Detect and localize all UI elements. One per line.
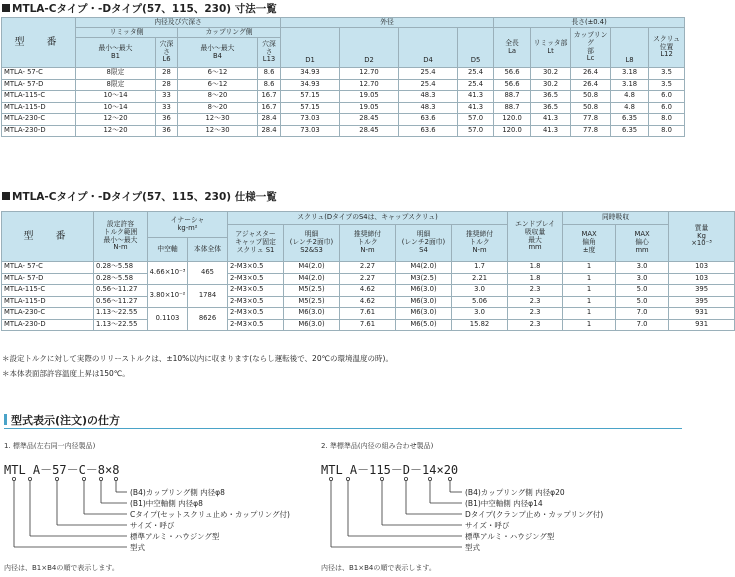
note-temperature: ＊本体表面部許容温度上昇は150℃。: [2, 369, 130, 378]
col-sync-group: 同時吸収: [563, 212, 669, 225]
col-lc: カップリング 部 Lc: [571, 28, 611, 68]
value-cell: 25.4: [458, 68, 494, 80]
value-cell: M6(5.0): [396, 319, 452, 331]
value-cell: 4.8: [611, 102, 649, 114]
value-cell: 30.2: [531, 79, 571, 91]
torque-range-cell: 0.56～11.27: [94, 285, 148, 297]
value-cell: 50.8: [571, 91, 611, 103]
value-cell: 6～12: [178, 79, 258, 91]
col-lt: リミッタ部 Lt: [531, 28, 571, 68]
col-torque-range: 設定許容 トルク範囲 最小～最大 N-m: [94, 212, 148, 262]
model-cell: MTLA-230-D: [2, 125, 76, 137]
value-cell: 2.3: [508, 308, 563, 320]
value-cell: M6(3.0): [396, 285, 452, 297]
standard-label-b1: (B1)中空軸側 内径φ8: [130, 499, 203, 508]
col-limiter-side: リミッタ側: [76, 28, 178, 38]
value-cell: 2-M3×0.5: [228, 319, 284, 331]
col-od-group: 外径: [281, 18, 494, 28]
col-body-total: 本体全体: [188, 238, 228, 262]
value-cell: 3.0: [616, 273, 669, 285]
col-l8: L8: [611, 28, 649, 68]
inertia-body-cell: 465: [188, 262, 228, 285]
value-cell: 12.70: [340, 79, 399, 91]
value-cell: 36.5: [531, 91, 571, 103]
value-cell: 12～30: [178, 114, 258, 126]
semi-label-b4: (B4)カップリング側 内径φ20: [465, 488, 565, 497]
value-cell: 5.0: [616, 296, 669, 308]
value-cell: 8～20: [178, 91, 258, 103]
value-cell: 12～30: [178, 125, 258, 137]
torque-range-cell: 1.13～22.55: [94, 308, 148, 320]
value-cell: 2-M3×0.5: [228, 308, 284, 320]
value-cell: 7.61: [340, 319, 396, 331]
col-model: 型 番: [2, 212, 94, 262]
value-cell: 28.4: [258, 125, 281, 137]
value-cell: 1.8: [508, 262, 563, 274]
value-cell: 120.0: [494, 125, 531, 137]
inertia-body-cell: 8626: [188, 308, 228, 331]
value-cell: M5(2.5): [284, 296, 340, 308]
col-inertia: イナーシャ kg-m²: [148, 212, 228, 238]
value-cell: 34.93: [281, 79, 340, 91]
value-cell: 103: [669, 262, 735, 274]
value-cell: 36: [156, 114, 178, 126]
standard-footer-note: 内径は、B1×B4の順で表示します。: [4, 564, 119, 572]
value-cell: 56.6: [494, 79, 531, 91]
value-cell: 57.0: [458, 114, 494, 126]
inertia-hollow-cell: 0.1103: [148, 308, 188, 331]
col-model: 型 番: [2, 18, 76, 68]
col-s4: 明細 (レンチ2面巾) S4: [396, 225, 452, 262]
value-cell: 5.06: [452, 296, 508, 308]
value-cell: 28.45: [340, 125, 399, 137]
value-cell: 57.0: [458, 125, 494, 137]
value-cell: 6.0: [649, 91, 685, 103]
value-cell: 28: [156, 68, 178, 80]
value-cell: 28: [156, 79, 178, 91]
value-cell: 395: [669, 296, 735, 308]
value-cell: 88.7: [494, 91, 531, 103]
semi-label-type: Dタイプ(クランプ止め・カップリング付): [465, 510, 604, 519]
model-cell: MTLA- 57-C: [2, 262, 94, 274]
torque-range-cell: 0.28～5.58: [94, 273, 148, 285]
semi-standard-footer-note: 内径は、B1×B4の順で表示します。: [321, 564, 436, 572]
model-cell: MTLA-115-C: [2, 91, 76, 103]
standard-label-type: Cタイプ(セットスクリュ止め・カップリング付): [130, 510, 290, 519]
value-cell: 12～20: [76, 125, 156, 137]
value-cell: 3.5: [649, 68, 685, 80]
value-cell: 120.0: [494, 114, 531, 126]
value-cell: 3.0: [616, 262, 669, 274]
value-cell: 3.18: [611, 68, 649, 80]
value-cell: M4(2.0): [396, 262, 452, 274]
torque-range-cell: 1.13～22.55: [94, 319, 148, 331]
model-cell: MTLA-115-D: [2, 296, 94, 308]
semi-standard-caption: 2. 準標準品(内径の組み合わせ製品): [321, 442, 434, 450]
dimension-table-title: MTLA-Cタイプ・-Dタイプ(57、115、230) 寸法一覧: [2, 1, 277, 16]
inertia-body-cell: 1784: [188, 285, 228, 308]
value-cell: 1: [563, 262, 616, 274]
value-cell: 41.3: [531, 114, 571, 126]
value-cell: 2-M3×0.5: [228, 273, 284, 285]
value-cell: 3.5: [649, 79, 685, 91]
col-bore-group: 内径及び穴深さ: [76, 18, 281, 28]
value-cell: 1.8: [508, 273, 563, 285]
order-code-title: 型式表示(注文)の仕方: [4, 412, 120, 428]
semi-label-b1: (B1)中空軸側 内径φ14: [465, 499, 543, 508]
value-cell: 48.3: [399, 91, 458, 103]
value-cell: 77.8: [571, 114, 611, 126]
value-cell: 6.35: [611, 125, 649, 137]
value-cell: 931: [669, 319, 735, 331]
value-cell: 2.27: [340, 262, 396, 274]
value-cell: 3.0: [452, 308, 508, 320]
col-length-group: 長さ(±0.4): [494, 18, 685, 28]
semi-label-housing: 標準アルミ・ハウジング型: [465, 532, 555, 541]
value-cell: 36.5: [531, 102, 571, 114]
value-cell: 16.7: [258, 102, 281, 114]
value-cell: 7.61: [340, 308, 396, 320]
value-cell: 73.03: [281, 114, 340, 126]
col-max-offset: MAX 偏心 mm: [616, 225, 669, 262]
value-cell: 16.7: [258, 91, 281, 103]
value-cell: M5(2.5): [284, 285, 340, 297]
value-cell: 6.0: [649, 102, 685, 114]
value-cell: 56.6: [494, 68, 531, 80]
value-cell: 8～20: [178, 102, 258, 114]
value-cell: 395: [669, 285, 735, 297]
value-cell: 2-M3×0.5: [228, 262, 284, 274]
value-cell: 5.0: [616, 285, 669, 297]
value-cell: 88.7: [494, 102, 531, 114]
standard-label-model: 型式: [130, 543, 145, 552]
value-cell: 103: [669, 273, 735, 285]
value-cell: 57.15: [281, 102, 340, 114]
value-cell: 8.0: [649, 125, 685, 137]
value-cell: M6(3.0): [396, 296, 452, 308]
semi-label-size: サイズ・呼び: [465, 521, 510, 530]
torque-range-cell: 0.56～11.27: [94, 296, 148, 308]
col-l13: 穴深さ L13: [258, 38, 281, 68]
col-max-angle: MAX 偏角 ±度: [563, 225, 616, 262]
value-cell: 6～12: [178, 68, 258, 80]
inertia-hollow-cell: 4.66×10⁻³: [148, 262, 188, 285]
value-cell: 57.15: [281, 91, 340, 103]
model-cell: MTLA-230-C: [2, 114, 76, 126]
standard-product-code: MTL A－57－C－8×8: [4, 463, 120, 477]
value-cell: 2.21: [452, 273, 508, 285]
semi-label-model: 型式: [465, 543, 480, 552]
value-cell: 33: [156, 91, 178, 103]
value-cell: 7.0: [616, 308, 669, 320]
value-cell: 19.05: [340, 91, 399, 103]
col-adjuster-screw: アジャスター キャップ固定 スクリュ S1: [228, 225, 284, 262]
value-cell: 12.70: [340, 68, 399, 80]
value-cell: 1: [563, 319, 616, 331]
value-cell: M3(2.5): [396, 273, 452, 285]
value-cell: 41.3: [458, 91, 494, 103]
note-release-torque: ＊設定トルクに対して実際のリリーストルクは、±10%以内に収まります(ならし運転後で、20℃の環境温度の時)。: [2, 354, 393, 363]
value-cell: 10～14: [76, 102, 156, 114]
value-cell: 1: [563, 273, 616, 285]
value-cell: 1: [563, 296, 616, 308]
value-cell: 15.82: [452, 319, 508, 331]
model-cell: MTLA-230-D: [2, 319, 94, 331]
value-cell: 2.3: [508, 319, 563, 331]
col-torque2: 推奨締付 トルク N-m: [452, 225, 508, 262]
value-cell: 63.6: [399, 114, 458, 126]
col-la: 全長 La: [494, 28, 531, 68]
col-l12: スクリュ 位置 L12: [649, 28, 685, 68]
standard-product-caption: 1. 標準品(左右同一内径製品): [4, 442, 96, 450]
value-cell: M6(3.0): [396, 308, 452, 320]
col-b1: 最小～最大 B1: [76, 38, 156, 68]
value-cell: 7.0: [616, 319, 669, 331]
value-cell: 4.62: [340, 296, 396, 308]
value-cell: 8.0: [649, 114, 685, 126]
value-cell: 2-M3×0.5: [228, 285, 284, 297]
value-cell: 8限定: [76, 79, 156, 91]
value-cell: 3.0: [452, 285, 508, 297]
value-cell: 8.6: [258, 68, 281, 80]
col-d4: D4: [399, 28, 458, 68]
value-cell: 36: [156, 125, 178, 137]
value-cell: 77.8: [571, 125, 611, 137]
value-cell: 2.3: [508, 285, 563, 297]
model-cell: MTLA-115-D: [2, 102, 76, 114]
standard-label-size: サイズ・呼び: [130, 521, 175, 530]
value-cell: 2-M3×0.5: [228, 296, 284, 308]
value-cell: 41.3: [531, 125, 571, 137]
value-cell: M6(3.0): [284, 308, 340, 320]
col-coupling-side: カップリング側: [178, 28, 281, 38]
value-cell: 3.18: [611, 79, 649, 91]
col-b4: 最小～最大 B4: [178, 38, 258, 68]
value-cell: 1: [563, 285, 616, 297]
value-cell: 25.4: [399, 79, 458, 91]
standard-label-b4: (B4)カップリング側 内径φ8: [130, 488, 225, 497]
col-screw-group: スクリュ(DタイプのS4は、キャップスクリュ): [228, 212, 508, 225]
value-cell: 28.45: [340, 114, 399, 126]
spec-table-title: MTLA-Cタイプ・-Dタイプ(57、115、230) 仕様一覧: [2, 189, 277, 204]
value-cell: 4.62: [340, 285, 396, 297]
model-cell: MTLA- 57-D: [2, 79, 76, 91]
value-cell: 2.3: [508, 296, 563, 308]
value-cell: 26.4: [571, 68, 611, 80]
value-cell: 4.8: [611, 91, 649, 103]
col-d5: D5: [458, 28, 494, 68]
value-cell: 73.03: [281, 125, 340, 137]
value-cell: 48.3: [399, 102, 458, 114]
semi-standard-code: MTL A－115－D－14×20: [321, 463, 459, 477]
value-cell: 1.7: [452, 262, 508, 274]
col-l6: 穴深さ L6: [156, 38, 178, 68]
inertia-hollow-cell: 3.80×10⁻²: [148, 285, 188, 308]
value-cell: 1: [563, 308, 616, 320]
col-d1: D1: [281, 28, 340, 68]
value-cell: 33: [156, 102, 178, 114]
value-cell: 10～14: [76, 91, 156, 103]
col-d2: D2: [340, 28, 399, 68]
model-cell: MTLA-230-C: [2, 308, 94, 320]
torque-range-cell: 0.28～5.58: [94, 262, 148, 274]
standard-label-housing: 標準アルミ・ハウジング型: [130, 532, 220, 541]
value-cell: 25.4: [458, 79, 494, 91]
value-cell: 34.93: [281, 68, 340, 80]
col-torque1: 推奨締付 トルク N-m: [340, 225, 396, 262]
model-cell: MTLA- 57-C: [2, 68, 76, 80]
value-cell: M4(2.0): [284, 273, 340, 285]
value-cell: 28.4: [258, 114, 281, 126]
value-cell: 63.6: [399, 125, 458, 137]
col-hollow-shaft: 中空軸: [148, 238, 188, 262]
col-s2s3: 明細 (レンチ2面巾) S2&S3: [284, 225, 340, 262]
model-cell: MTLA- 57-D: [2, 273, 94, 285]
value-cell: 2.27: [340, 273, 396, 285]
value-cell: M4(2.0): [284, 262, 340, 274]
value-cell: 8限定: [76, 68, 156, 80]
value-cell: 30.2: [531, 68, 571, 80]
value-cell: 6.35: [611, 114, 649, 126]
value-cell: 19.05: [340, 102, 399, 114]
value-cell: 26.4: [571, 79, 611, 91]
value-cell: 931: [669, 308, 735, 320]
col-mass: 質量 Kg ×10⁻³: [669, 212, 735, 262]
value-cell: 50.8: [571, 102, 611, 114]
value-cell: M6(3.0): [284, 319, 340, 331]
value-cell: 25.4: [399, 68, 458, 80]
col-endplay: エンドプレイ 吸収量 最大 mm: [508, 212, 563, 262]
value-cell: 8.6: [258, 79, 281, 91]
model-cell: MTLA-115-C: [2, 285, 94, 297]
value-cell: 41.3: [458, 102, 494, 114]
value-cell: 12～20: [76, 114, 156, 126]
